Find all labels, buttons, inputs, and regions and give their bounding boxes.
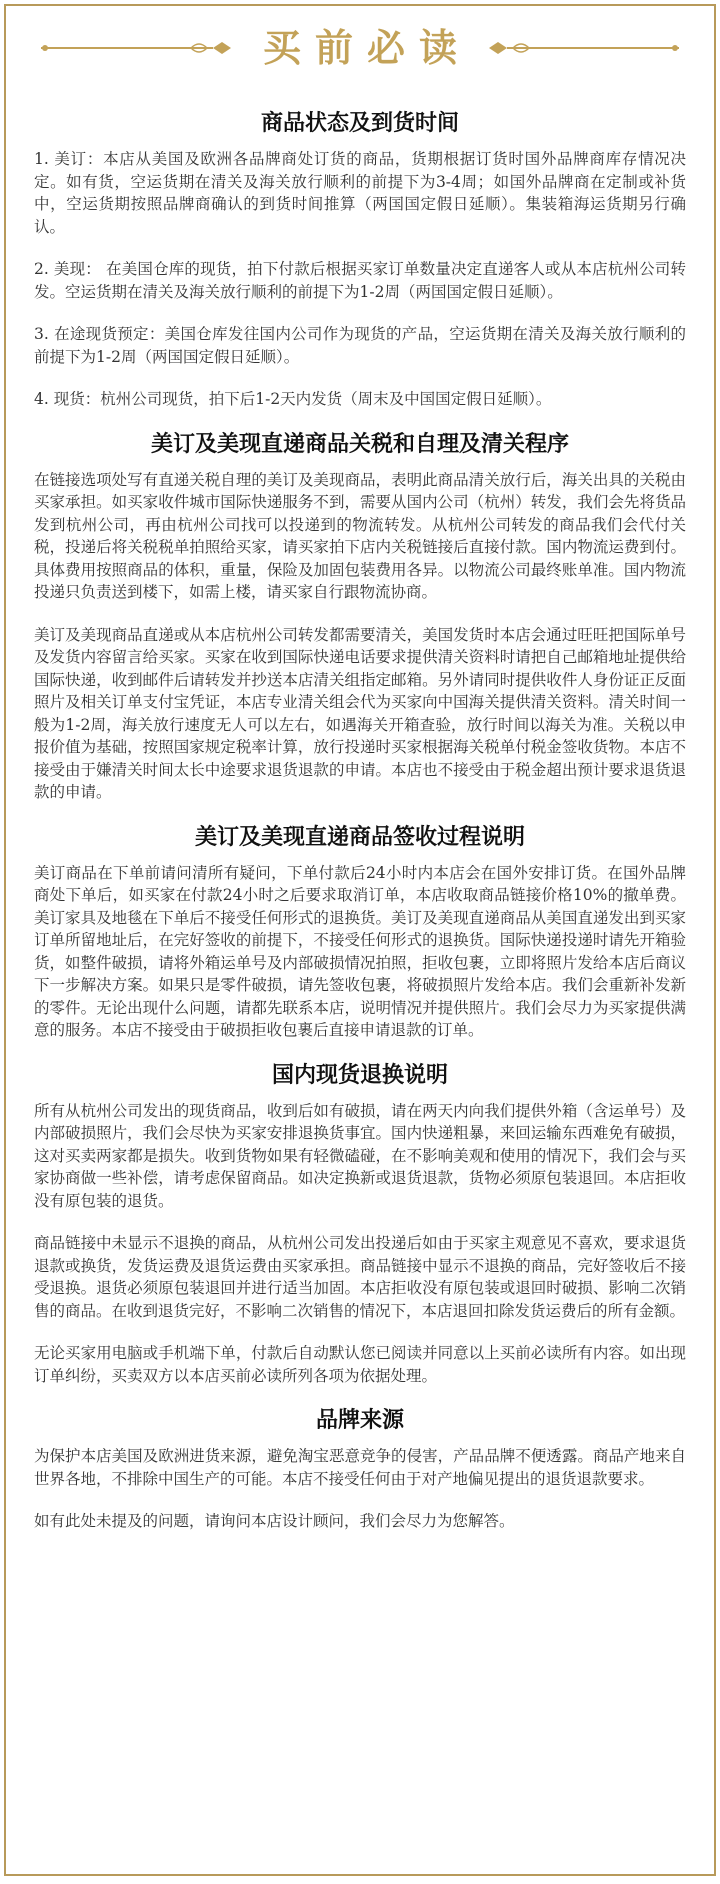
section-title: 国内现货退换说明 <box>271 1061 448 1088</box>
paragraph: 商品链接中未显示不退换的商品，从杭州公司发出投递后如由于买家主观意见不喜欢，要求退货退款或换货，发货运费及退货运费由买家承担。商品链接中显示不退换的商品，完好签收后不接受退换。退货必须原包装退回并进行适当加固。本店拒收没有原包装或退回时破损、影响二次销售的商品。在收到退货完好，不影响二次销售的情况下，本店退回扣除发货运费后的所有金额。 <box>34 1234 686 1320</box>
paragraph: 4. 现货：杭州公司现货，拍下后1-2天内发货（周末及中国国定假日延顺）。 <box>34 390 552 408</box>
paragraph: 美订商品在下单前请问清所有疑问，下单付款后24小时内本店会在国外安排订货。在国外品牌商处下单后，如买家在付款24小时之后要求取消订单，本店收取商品链接价格10%的撤单费。美订家具及地毯在下单后不接受任何形式的退换货。美订及美现直递商品从美国直递发出到买家订单所留地址后，在完好签收的前提下，不接受任何形式的退换货。国际快递投递时请先开箱验货，如整件破损，请将外箱运单号及内部破损情况拍照，拒收包裹，立即将照片发给本店后商议下一步解决方案。如果只是零件破损，请先签收包裹，将破损照片发给本店。我们会重新补发新的零件。无论出现什么问题，请都先联系本店，说明情况并提供照片。我们会尽力为买家提供满意的服务。本店不接受由于破损拒收包裹后直接申请退款的订单。 <box>34 863 686 1039</box>
page <box>4 4 716 1876</box>
right-ornament-icon <box>489 38 679 58</box>
banner-title: 买前必读 <box>262 26 471 70</box>
section-signing <box>6 822 714 1042</box>
section-title: 美订及美现直递商品签收过程说明 <box>194 823 525 850</box>
paragraph: 3. 在途现货预定：美国仓库发往国内公司作为现货的产品，空运货期在清关及海关放行顺利的前提下为1-2周（两国国定假日延顺）。 <box>34 325 686 366</box>
paragraph: 美订及美现商品直递或从本店杭州公司转发都需要清关，美国发货时本店会通过旺旺把国际单号及发货内容留言给买家。买家在收到国际快递电话要求提供清关资料时请把自己邮箱地址提供给国际快递，收到邮件后请转发并抄送本店清关组指定邮箱。另外请同时提供收件人身份证正反面照片及相关订单支付宝凭证，本店专业清关组会代为买家向中国海关提供清关资料。清关时间一般为1-2周，海关放行速度无人可以左右，如遇海关开箱查验，放行时间以海关为准。关税以申报价值为基础，按照国家规定税率计算，放行投递时买家根据海关税单付税金签收货物。本店不接受由于嫌清关时间太长中途要求退货退款的申请。本店也不接受由于税金超出预计要求退货退款的申请。 <box>34 625 686 801</box>
paragraph: 为保护本店美国及欧洲进货来源，避免淘宝恶意竞争的侵害，产品品牌不便透露。商品产地来自世界各地，不排除中国生产的可能。本店不接受任何由于对产地偏见提出的退货退款要求。 <box>34 1447 686 1488</box>
banner <box>6 6 714 90</box>
paragraph: 2. 美现： 在美国仓库的现货，拍下付款后根据买家订单数量决定直递客人或从本店杭州公司转发。空运货期在清关及海关放行顺利的前提下为1-2周（两国国定假日延顺）。 <box>34 260 686 301</box>
section-returns <box>6 1060 714 1388</box>
paragraph: 如有此处未提及的问题，请询问本店设计顾问，我们会尽力为您解答。 <box>34 1512 515 1530</box>
paragraph: 无论买家用电脑或手机端下单，付款后自动默认您已阅读并同意以上买前必读所有内容。如出现订单纠纷，买卖双方以本店买前必读所列各项为依据处理。 <box>34 1344 686 1385</box>
paragraph: 所有从杭州公司发出的现货商品，收到后如有破损，请在两天内向我们提供外箱（含运单号）及内部破损照片，我们会尽快为买家安排退换货事宜。国内快递粗暴，来回运输东西难免有破损，这对买卖两家都是损失。收到货物如果有轻微磕碰，在不影响美观和使用的情况下，我们会与买家协商做一些补偿，请考虑保留商品。如决定换新或退货退款，货物必须原包装退回。本店拒收没有原包装的退货。 <box>34 1101 686 1210</box>
paragraph: 在链接选项处写有直递关税自理的美订及美现商品，表明此商品清关放行后，海关出具的关税由买家承担。如买家收件城市国际快递服务不到，需要从国内公司（杭州）转发，我们会先将货品发到杭州公司，再由杭州公司找可以投递到的物流转发。从杭州公司转发的商品我们会代付关税，投递后将关税税单拍照给买家，请买家拍下店内关税链接后直接付款。国内物流运费到付。具体费用按照商品的体积，重量，保险及加固包装费用各异。以物流公司最终账单准。国内物流投递只负责送到楼下，如需上楼，请买家自行跟物流协商。 <box>34 470 686 601</box>
section-customs <box>6 429 714 804</box>
section-title: 美订及美现直递商品关税和自理及清关程序 <box>150 430 569 457</box>
section-brand-source <box>6 1405 714 1533</box>
section-title: 品牌来源 <box>315 1407 404 1433</box>
section-title: 商品状态及到货时间 <box>260 110 459 136</box>
paragraph: 1. 美订：本店从美国及欧洲各品牌商处订货的商品，货期根据订货时国外品牌商库存情况决定。如有货，空运货期在清关及海关放行顺利的前提下为3-4周；如国外品牌商在定制或补货中，空运货期按照品牌商确认的到货时间推算（两国国定假日延顺）。集装箱海运货期另行确认。 <box>34 150 686 236</box>
section-arrival-time <box>6 108 714 411</box>
left-ornament-icon <box>41 38 231 58</box>
